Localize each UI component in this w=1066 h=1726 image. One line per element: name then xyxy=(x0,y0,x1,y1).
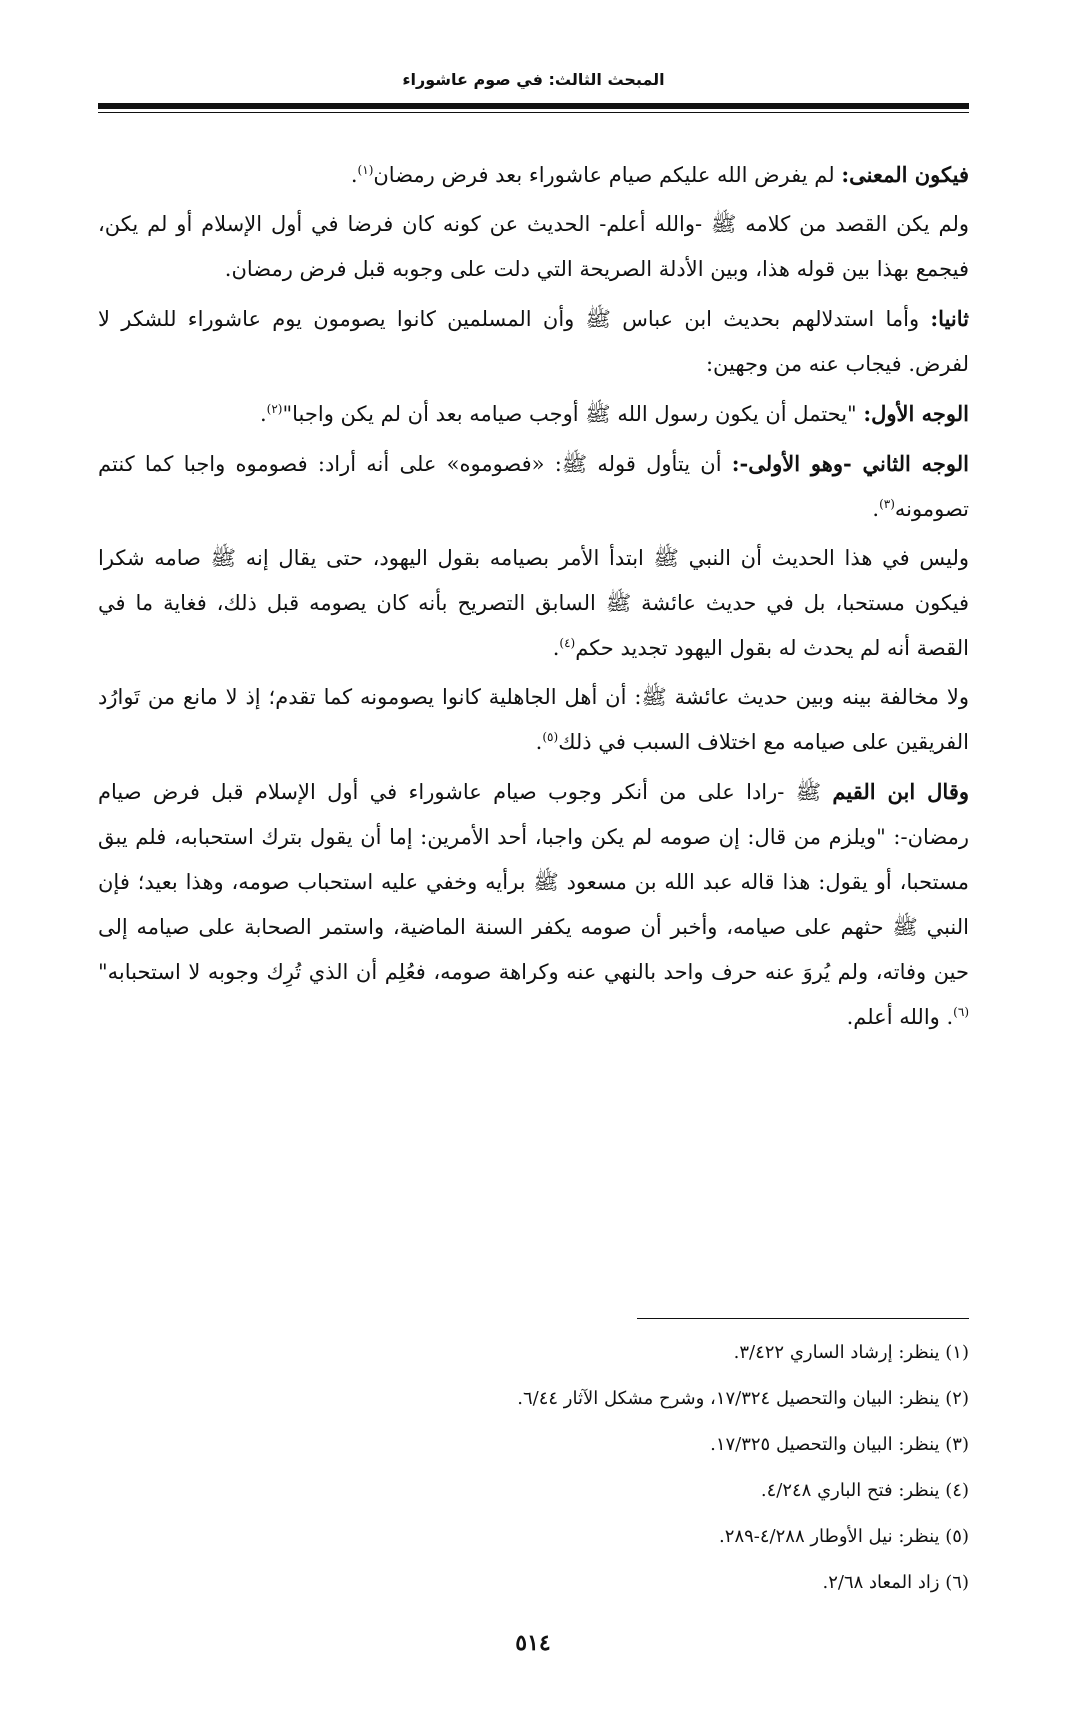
paragraph-2 xyxy=(98,202,969,292)
paragraph-4 xyxy=(98,391,969,437)
header-rule-thick xyxy=(98,103,969,109)
paragraph-7 xyxy=(98,675,969,765)
footnote-3: (٣) ينظر: البيان والتحصيل ١٧/٣٢٥. xyxy=(710,1434,969,1455)
footnote-5: (٥) ينظر: نيل الأوطار ٤/٢٨٨-٢٨٩. xyxy=(719,1526,969,1547)
footnote-6: (٦) زاد المعاد ٢/٦٨. xyxy=(822,1572,969,1593)
paragraph-6 xyxy=(98,536,969,671)
paragraph-3-text: وأما استدلالهم بحديث ابن عباس ﷺ وأن المسلمين كانوا يصومون يوم عاشوراء للشكر لا لفرض. فيجاب عنه من وجهين: xyxy=(98,307,969,376)
paragraph-4-text: "يحتمل أن يكون رسول الله ﷺ أوجب صيامه بعد أن لم يكن واجبا" xyxy=(282,402,864,426)
footnote-ref-3[interactable]: (٣) xyxy=(879,497,895,511)
footnote-ref-1[interactable]: (١) xyxy=(357,163,374,177)
paragraph-8-text: ﷺ -رادا على من أنكر وجوب صيام عاشوراء في أول الإسلام قبل فرض صيام رمضان-: "ويلزم من قال: إن صومه لم يكن واجبا، أحد الأمرين: إما أن يقول بترك استحبابه، فلم يبق مستحبا، أو يقول: هذا قاله عبد الله بن مسعود ﷺ برأيه وخفي عليه استحباب صومه، وهذا بعيد؛ فإن النبي ﷺ حثهم على صيامه، وأخبر أن صومه يكفر السنة الماضية، واستمر الصحابة على صيامه إلى حين وفاته، ولم يُروَ عنه حرف واحد بالنهي عنه وكراهة صومه، فعُلِم أن الذي تُرِك وجوبه لا استحبابه" xyxy=(98,780,969,984)
page-number: ٥١٤ xyxy=(515,1630,551,1656)
footnote-2: (٢) ينظر: البيان والتحصيل ١٧/٣٢٤، وشرح مشكل الآثار ٦/٤٤. xyxy=(517,1388,969,1409)
main-text xyxy=(98,152,969,1044)
paragraph-8-end: . والله أعلم. xyxy=(846,1005,954,1029)
paragraph-8-lead: وقال ابن القيم xyxy=(832,779,970,804)
paragraph-2-text: ولم يكن القصد من كلامه ﷺ -والله أعلم- الحديث عن كونه كان فرضا في أول الإسلام أو لم يكن، فيجمع بهذا بين قوله هذا، وبين الأدلة الصريحة التي دلت على وجوبه قبل فرض رمضان. xyxy=(98,212,969,281)
paragraph-8 xyxy=(98,769,969,1040)
paragraph-1-lead: فيكون المعنى: xyxy=(841,162,969,187)
paragraph-5 xyxy=(98,441,969,532)
paragraph-5-end: . xyxy=(872,497,880,521)
paragraph-1-end: . xyxy=(350,163,358,187)
footnotes xyxy=(98,1330,969,1606)
footnote-separator xyxy=(637,1318,969,1319)
paragraph-6-text: وليس في هذا الحديث أن النبي ﷺ ابتدأ الأمر بصيامه بقول اليهود، حتى يقال إنه ﷺ صامه شكرا فيكون مستحبا، بل في حديث عائشة ﷺ السابق التصريح بأنه كان يصومه قبل ذلك، فغاية ما في القصة أنه لم يحدث له بقول اليهود تجديد حكم xyxy=(98,546,969,660)
paragraph-6-end: . xyxy=(552,636,560,660)
footnote-1: (١) ينظر: إرشاد الساري ٣/٤٢٢. xyxy=(733,1342,969,1363)
footnote-ref-4[interactable]: (٤) xyxy=(559,636,576,650)
footnote-ref-2[interactable]: (٢) xyxy=(266,402,283,416)
paragraph-5-lead: الوجه الثاني -وهو الأولى-: xyxy=(731,451,969,476)
paragraph-4-end: . xyxy=(259,402,267,426)
footnote-4: (٤) ينظر: فتح الباري ٤/٢٤٨. xyxy=(760,1480,969,1501)
paragraph-3 xyxy=(98,296,969,387)
paragraph-7-text: ولا مخالفة بينه وبين حديث عائشة ﷺ: أن أهل الجاهلية كانوا يصومونه كما تقدم؛ إذ لا مانع من تَوارُد الفريقين على صيامه مع اختلاف السبب في ذلك xyxy=(98,685,969,754)
header-rule-thin xyxy=(98,112,969,113)
paragraph-1 xyxy=(98,152,969,198)
paragraph-3-lead: ثانيا: xyxy=(930,306,969,331)
running-title: المبحث الثالث: في صوم عاشوراء xyxy=(402,70,665,89)
paragraph-5-text: أن يتأول قوله ﷺ: «فصوموه» على أنه أراد: فصوموه واجبا كما كنتم تصومونه xyxy=(98,452,969,521)
footnote-ref-6[interactable]: (٦) xyxy=(953,1005,969,1019)
paragraph-7-end: . xyxy=(535,730,543,754)
paragraph-1-text: لم يفرض الله عليكم صيام عاشوراء بعد فرض رمضان xyxy=(373,163,842,187)
footnote-ref-5[interactable]: (٥) xyxy=(542,730,559,744)
paragraph-4-lead: الوجه الأول: xyxy=(863,401,969,426)
